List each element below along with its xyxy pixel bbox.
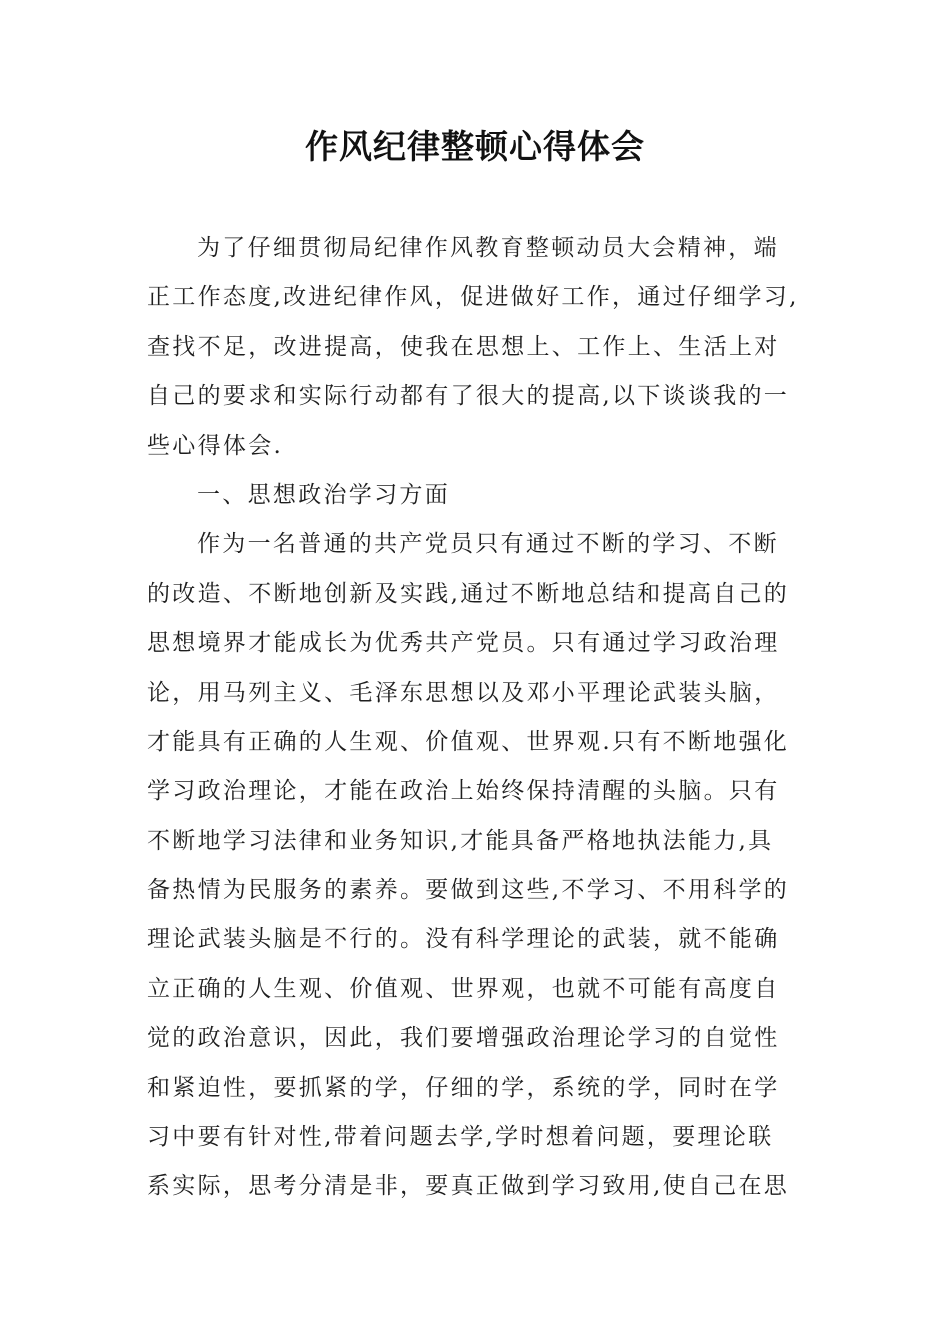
text-line: 一、思想政治学习方面: [197, 481, 450, 508]
text-line: 查找不足，改进提高，使我在思想上、工作上、生活上对: [147, 333, 780, 360]
text-line: 才能具有正确的人生观、价值观、世界观.只有不断地强化: [147, 728, 790, 755]
text-line: 作为一名普通的共产党员只有通过不断的学习、不断: [197, 531, 779, 558]
text-line: 备热情为民服务的素养。要做到这些,不学习、不用科学的: [147, 877, 790, 904]
text-line: 些心得体会.: [147, 432, 284, 459]
text-line: 为了仔细贯彻局纪律作风教育整顿动员大会精神，端: [197, 235, 779, 261]
text-line: 不断地学习法律和业务知识,才能具备严格地执法能力,具: [147, 827, 774, 854]
text-line: 学习政治理论，才能在政治上始终保持清醒的头脑。只有: [147, 778, 780, 805]
text-line: 思想境界才能成长为优秀共产党员。只有通过学习政治理: [147, 630, 780, 657]
text-line: 立正确的人生观、价值观、世界观，也就不可能有高度自: [147, 975, 780, 1002]
document-title: 作风纪律整顿心得体会: [305, 127, 645, 166]
text-line: 系实际，思考分清是非，要真正做到学习致用,使自己在思: [147, 1173, 790, 1200]
text-line: 正工作态度,改进纪律作风，促进做好工作，通过仔细学习,: [147, 284, 799, 311]
text-line: 的改造、不断地创新及实践,通过不断地总结和提高自己的: [147, 580, 790, 607]
text-line: 和紧迫性，要抓紧的学，仔细的学，系统的学，同时在学: [147, 1074, 780, 1101]
text-line: 自己的要求和实际行动都有了很大的提高,以下谈谈我的一: [147, 383, 790, 410]
document-body: [147, 224, 807, 1212]
text-line: 理论武装头脑是不行的。没有科学理论的武装，就不能确: [147, 926, 780, 953]
text-line: 习中要有针对性,带着问题去学,学时想着问题，要理论联: [147, 1124, 774, 1151]
text-line: 论，用马列主义、毛泽东思想以及邓小平理论武装头脑，: [147, 679, 780, 706]
text-line: 觉的政治意识，因此，我们要增强政治理论学习的自觉性: [147, 1025, 780, 1052]
